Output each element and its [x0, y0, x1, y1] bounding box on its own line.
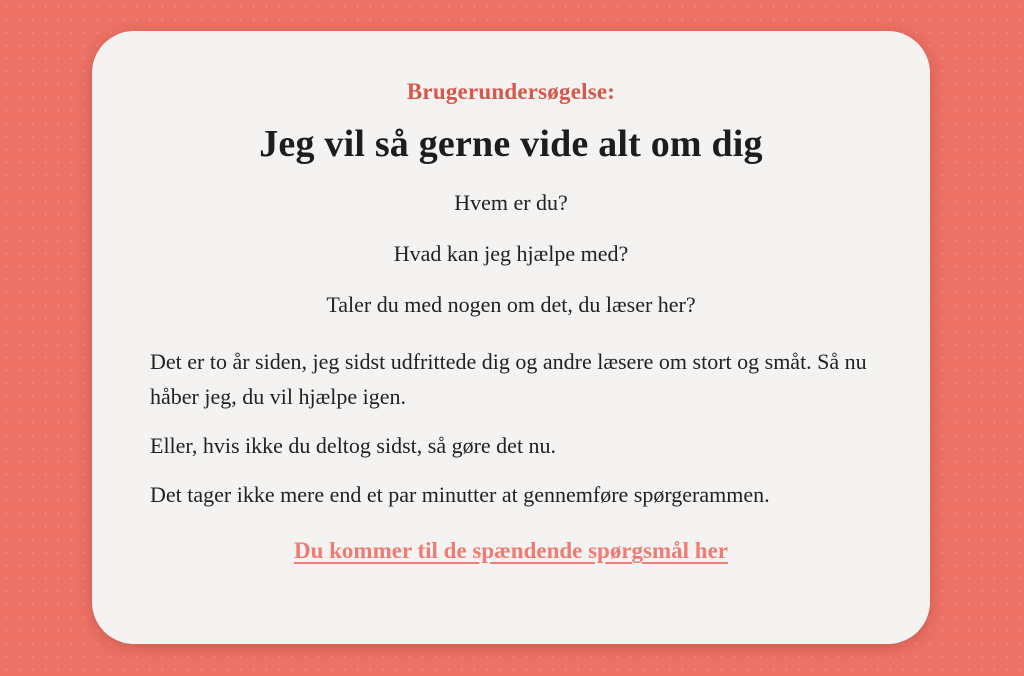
survey-kicker: Brugerundersøgelse: [406, 79, 616, 104]
question-list [150, 191, 872, 316]
paragraph-2: Eller, hvis ikke du deltog sidst, så gøre det nu. [150, 432, 557, 458]
survey-link-row [150, 538, 872, 564]
question-line-1: Hvem er du? [454, 190, 568, 215]
question-line-2: Hvad kan jeg hjælpe med? [393, 241, 629, 267]
page-title: Jeg vil så gerne vide alt om dig [259, 123, 763, 165]
question-line-3: Taler du med nogen om det, du læser her? [326, 292, 696, 318]
paragraph-3: Det tager ikke mere end et par minutter at gennemføre spørgerammen. [150, 481, 770, 507]
paragraph-1: Det er to år siden, jeg sidst udfrittede dig og andre læsere om stort og småt. Så nu håber jeg, du vil hjælpe igen. [150, 349, 867, 410]
survey-card [92, 31, 930, 644]
survey-link[interactable]: Du kommer til de spændende spørgsmål her [293, 538, 729, 564]
